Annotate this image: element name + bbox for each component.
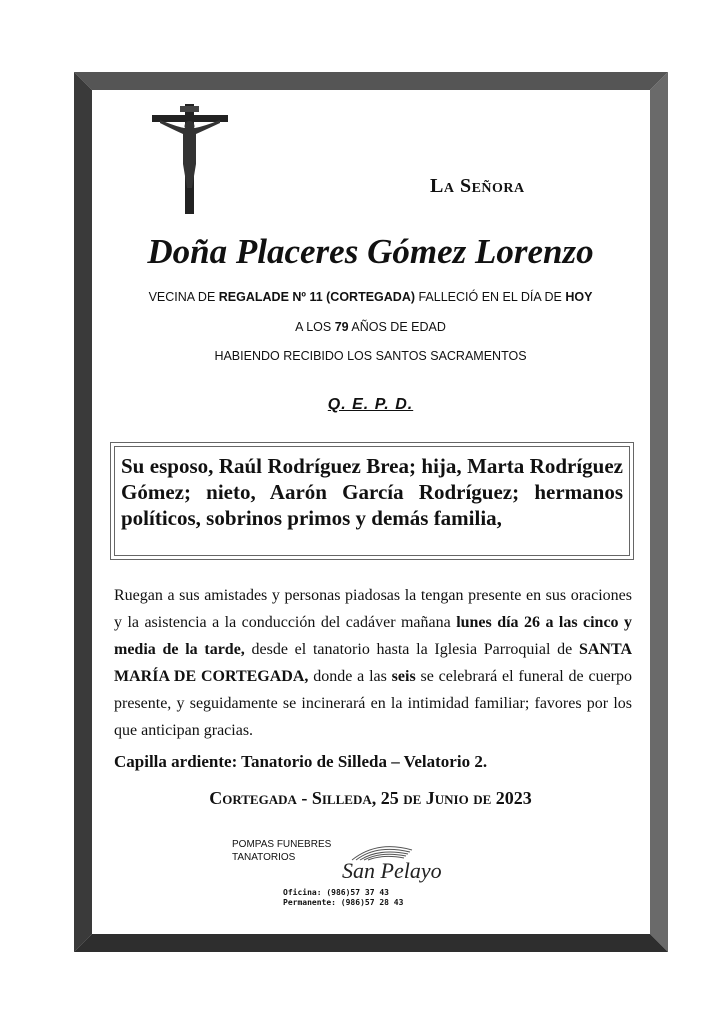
funeral-home-line1: POMPAS FUNEBRES [232, 839, 332, 850]
funeral-home-name [232, 838, 331, 864]
crucifix-icon [150, 104, 230, 216]
deceased-name: Doña Placeres Gómez Lorenzo [147, 232, 594, 271]
funeral-notice-text: Ruegan a sus amistades y personas piadosas la tengan presente en sus oraciones y la asistencia a la conducción del cadáver mañana lunes día 26 a las cinco y media de la tarde, desde el tanatorio hasta la Iglesia Parroquial de SANTA MARÍA DE CORTEGADA, donde a las seis se celebrará el funeral de cuerpo presente, y seguidamente se incinerará en la intimidad familiar; favores por los que anticipan gracias. [114, 587, 633, 739]
funeral-home-line2: TANATORIOS [232, 852, 296, 863]
honorific-title: La Señora [430, 175, 525, 197]
permanent-phone: Permanente: (986)57 28 43 [283, 898, 404, 907]
family-text: Su esposo, Raúl Rodríguez Brea; hija, Marta Rodríguez Gómez; nieto, Aarón García Rodríguez; hermanos políticos, sobrinos primos y demás familia, [121, 454, 623, 530]
family-box [114, 446, 630, 556]
chapel-info: Capilla ardiente: Tanatorio de Silleda – Velatorio 2. [114, 752, 488, 771]
place-date: Cortegada - Silleda, 25 de Junio de 2023 [209, 788, 532, 808]
phone-numbers [283, 888, 403, 908]
office-phone: Oficina: (986)57 37 43 [283, 888, 389, 897]
sacraments-line: HABIENDO RECIBIDO LOS SANTOS SACRAMENTOS [214, 349, 527, 363]
qepd-abbrev: Q. E. P. D. [327, 396, 414, 413]
residence-line: VECINA DE REGALADE Nº 11 (CORTEGADA) FALLECIÓ EN EL DÍA DE HOY [148, 290, 593, 304]
age-line: A LOS 79 AÑOS DE EDAD [295, 320, 446, 334]
funeral-home-logo-text: San Pelayo [342, 858, 442, 883]
